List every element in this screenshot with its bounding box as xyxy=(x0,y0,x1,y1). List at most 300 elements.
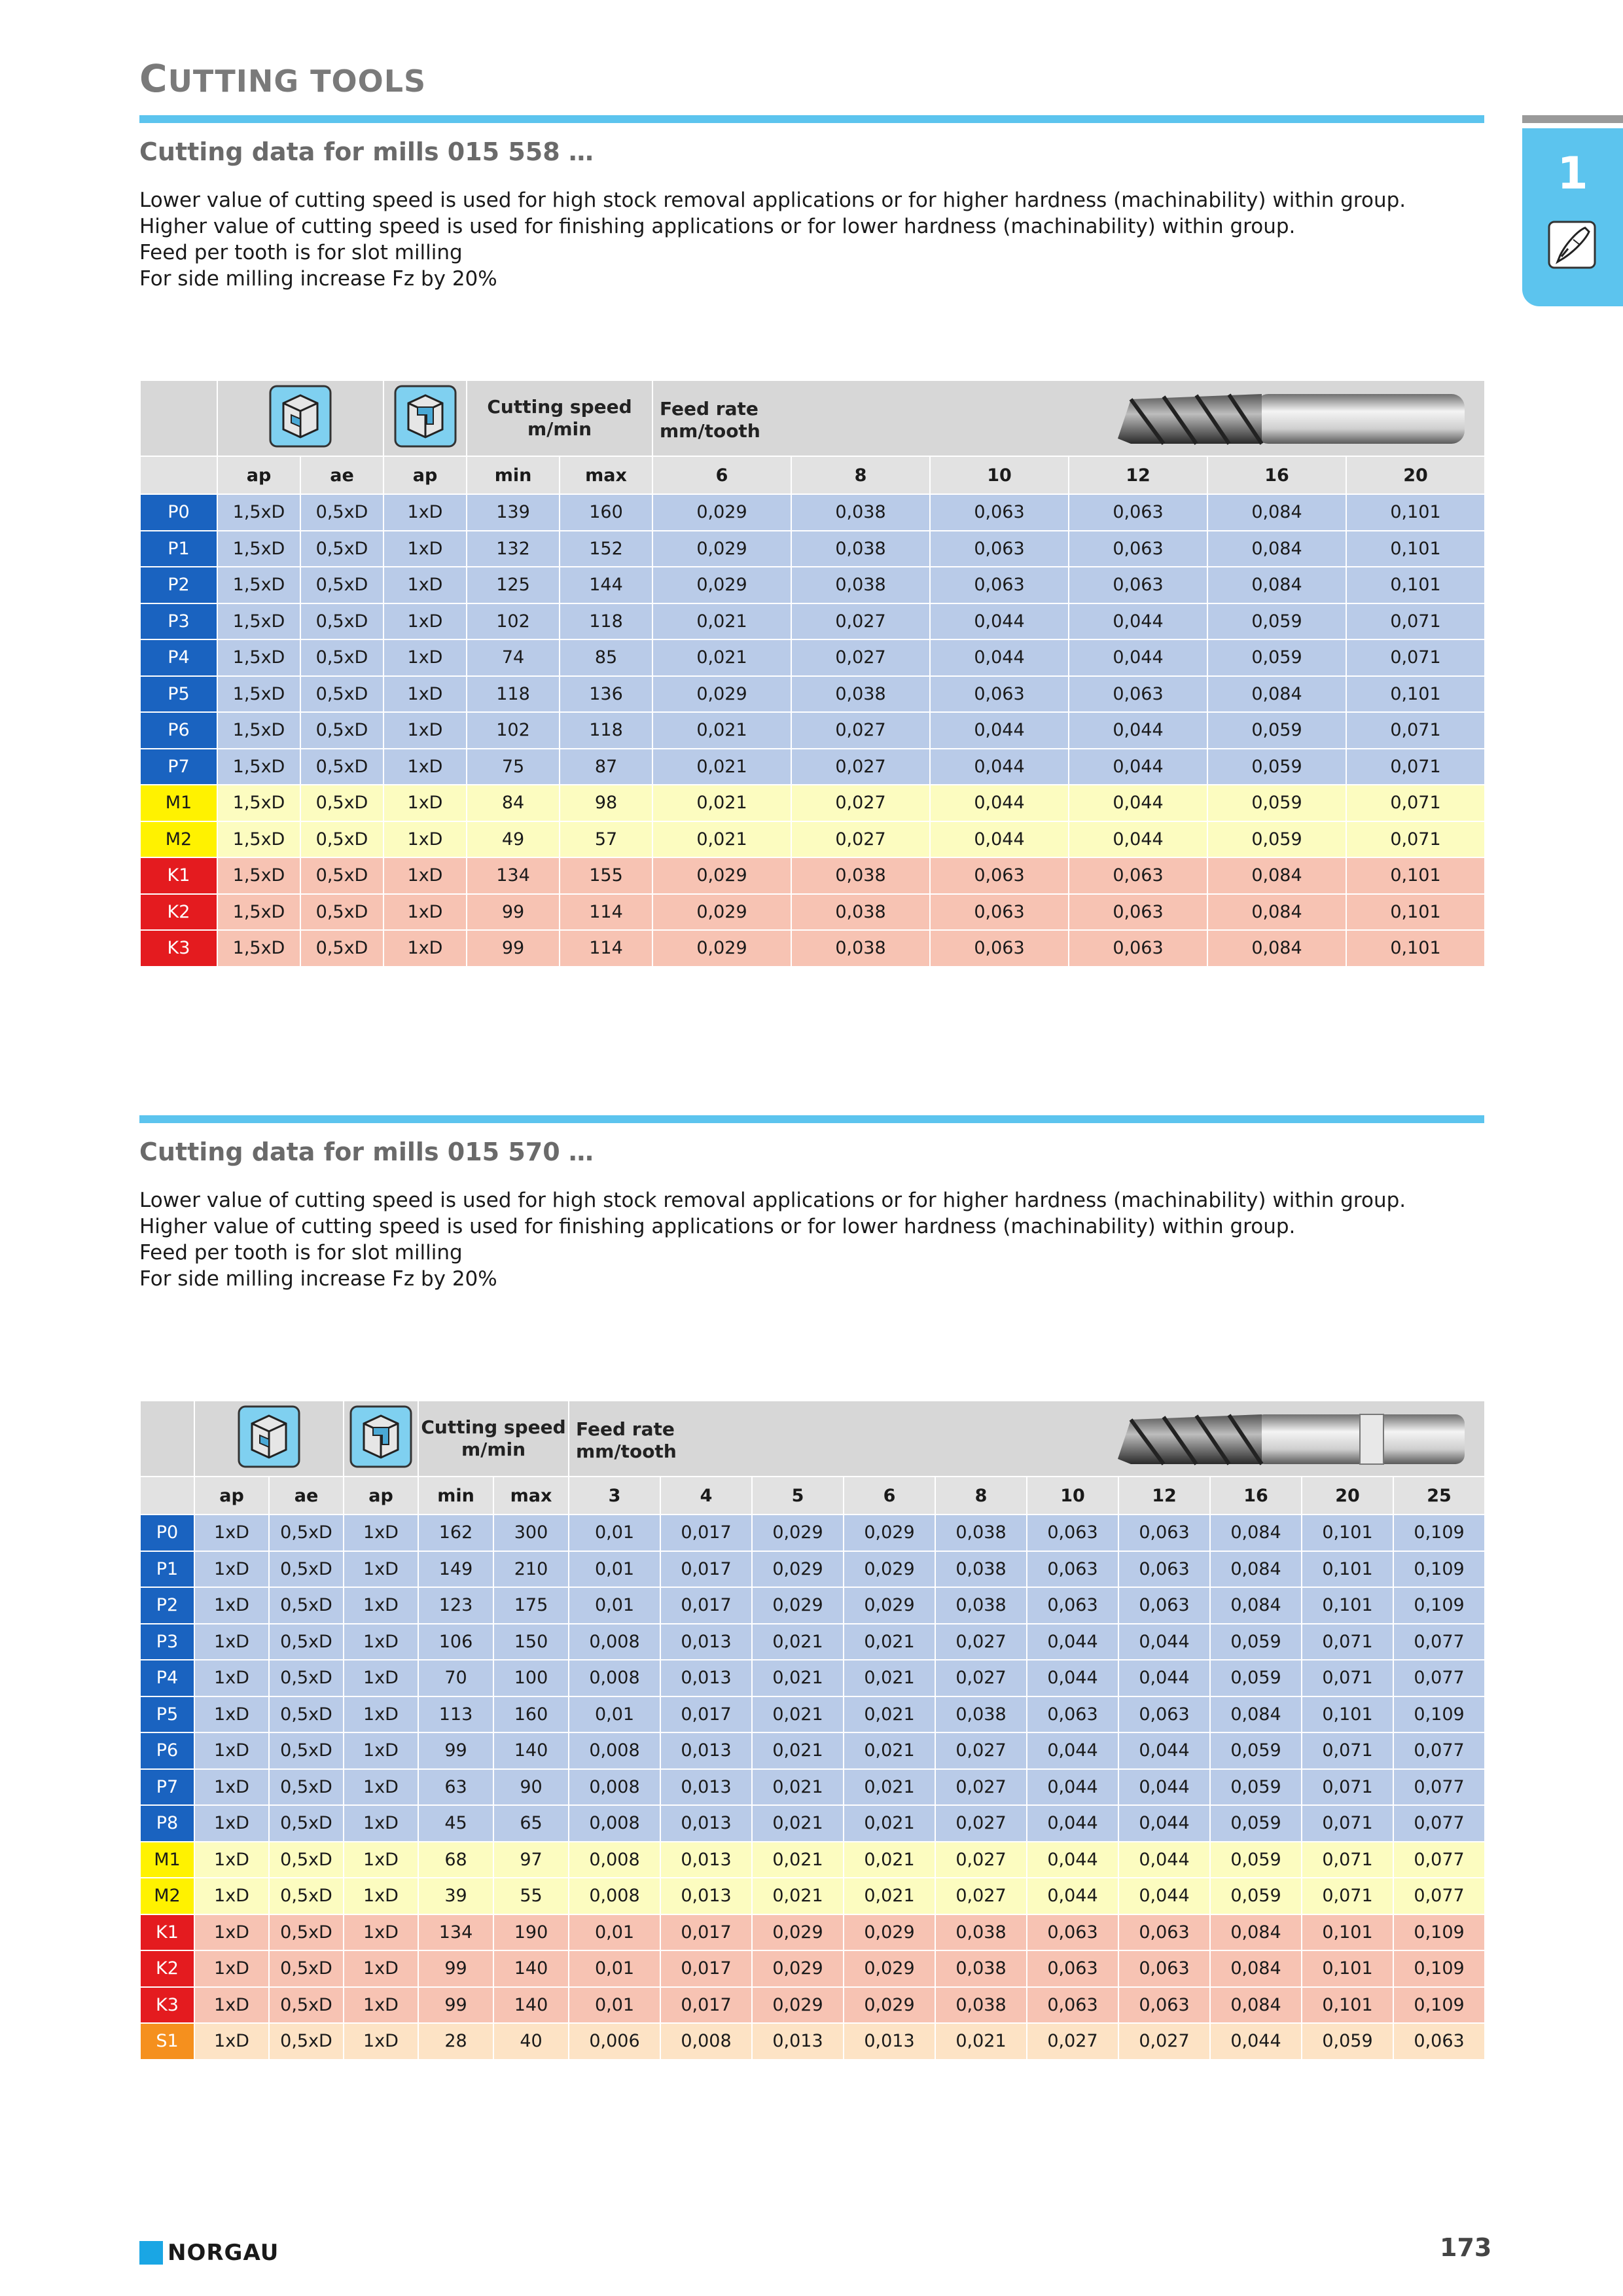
table-cell: 57 xyxy=(560,821,652,858)
table-cell: 0,013 xyxy=(660,1769,752,1806)
material-code: P2 xyxy=(140,1587,194,1624)
table-cell: 1xD xyxy=(194,1696,269,1733)
table-cell: 1,5xD xyxy=(217,567,300,603)
table-cell: 0,021 xyxy=(752,1624,844,1660)
table-cell: 0,01 xyxy=(569,1587,660,1624)
table-cell: 0,084 xyxy=(1210,1987,1302,2024)
column-header: 3 xyxy=(569,1477,660,1515)
chapter-tab xyxy=(1522,128,1623,306)
table-cell: 0,038 xyxy=(791,494,930,531)
table-cell: 1,5xD xyxy=(217,749,300,785)
table-cell: 0,044 xyxy=(1027,1878,1118,1914)
material-code: K1 xyxy=(140,1914,194,1951)
table-cell: 0,5xD xyxy=(300,494,383,531)
table-cell: 1xD xyxy=(344,1987,418,2024)
table-cell: 0,029 xyxy=(752,1587,844,1624)
table-cell: 0,059 xyxy=(1210,1660,1302,1696)
table-cell: 0,084 xyxy=(1207,494,1346,531)
table-cell: 0,027 xyxy=(791,821,930,858)
table-cell: 0,044 xyxy=(1210,2023,1302,2060)
table-cell: 0,029 xyxy=(844,1950,935,1987)
table-cell: 0,071 xyxy=(1302,1878,1393,1914)
table-cell: 0,021 xyxy=(652,712,791,749)
table-cell: 0,071 xyxy=(1302,1769,1393,1806)
table-row xyxy=(140,712,1485,749)
table-cell: 0,5xD xyxy=(300,894,383,931)
table-cell: 0,101 xyxy=(1346,857,1485,894)
table-cell: 0,063 xyxy=(1069,567,1207,603)
slot-milling-icon-cell xyxy=(217,380,383,456)
table-row xyxy=(140,1551,1485,1588)
table-cell: 0,109 xyxy=(1393,1587,1485,1624)
table-cell: 0,017 xyxy=(660,1551,752,1588)
table-cell: 0,063 xyxy=(1118,1696,1210,1733)
table-cell: 0,063 xyxy=(1069,857,1207,894)
table-cell: 0,038 xyxy=(935,1515,1027,1551)
table-cell: 118 xyxy=(560,603,652,640)
material-code: P2 xyxy=(140,567,217,603)
table-cell: 162 xyxy=(418,1515,493,1551)
table-cell: 0,101 xyxy=(1302,1987,1393,2024)
column-header: min xyxy=(418,1477,493,1515)
table-cell: 0,013 xyxy=(660,1842,752,1878)
table-cell: 0,044 xyxy=(1027,1660,1118,1696)
table-cell: 0,059 xyxy=(1210,1878,1302,1914)
table-cell: 0,063 xyxy=(1118,1950,1210,1987)
table-cell: 0,021 xyxy=(752,1769,844,1806)
table-cell: 0,029 xyxy=(652,857,791,894)
table-cell: 0,027 xyxy=(791,639,930,676)
table-cell: 0,008 xyxy=(569,1878,660,1914)
table-cell: 0,5xD xyxy=(269,1587,344,1624)
column-header: max xyxy=(560,456,652,494)
table2-header-row xyxy=(140,1401,1485,1477)
table-cell: 0,071 xyxy=(1302,1624,1393,1660)
table-cell: 132 xyxy=(467,531,560,567)
table-cell: 0,5xD xyxy=(269,1551,344,1588)
table-cell: 0,059 xyxy=(1207,821,1346,858)
table-cell: 0,059 xyxy=(1207,749,1346,785)
material-code: K2 xyxy=(140,1950,194,1987)
table-cell: 0,038 xyxy=(791,894,930,931)
table-cell: 0,013 xyxy=(660,1878,752,1914)
table-cell: 0,077 xyxy=(1393,1842,1485,1878)
table-row xyxy=(140,1587,1485,1624)
table-cell: 0,021 xyxy=(844,1732,935,1769)
column-header: min xyxy=(467,456,560,494)
table-cell: 99 xyxy=(418,1987,493,2024)
table-cell: 99 xyxy=(467,930,560,967)
table-cell: 0,021 xyxy=(752,1805,844,1842)
table-cell: 1,5xD xyxy=(217,531,300,567)
table-cell: 300 xyxy=(493,1515,569,1551)
table-cell: 0,017 xyxy=(660,1696,752,1733)
table-row xyxy=(140,894,1485,931)
table-cell: 0,038 xyxy=(791,930,930,967)
table-cell: 0,029 xyxy=(844,1515,935,1551)
table-row xyxy=(140,531,1485,567)
slot-milling-icon xyxy=(238,1405,300,1468)
table-cell: 1xD xyxy=(344,1551,418,1588)
table-row xyxy=(140,603,1485,640)
table-cell: 0,063 xyxy=(930,894,1069,931)
table-cell: 0,084 xyxy=(1210,1587,1302,1624)
material-code: P1 xyxy=(140,531,217,567)
side-milling-icon-cell xyxy=(344,1401,418,1477)
table-cell: 1xD xyxy=(194,1769,269,1806)
table-cell: 0,071 xyxy=(1346,785,1485,821)
table-cell: 1,5xD xyxy=(217,857,300,894)
table-cell: 0,044 xyxy=(1069,639,1207,676)
table-cell: 0,5xD xyxy=(269,1660,344,1696)
table-cell: 0,038 xyxy=(935,1950,1027,1987)
table-cell: 0,013 xyxy=(844,2023,935,2060)
table-cell: 0,013 xyxy=(660,1732,752,1769)
table-cell: 0,5xD xyxy=(300,749,383,785)
section2-title: Cutting data for mills 015 570 … xyxy=(139,1138,594,1166)
table-cell: 0,01 xyxy=(569,1914,660,1951)
section1-description: Lower value of cutting speed is used for high stock removal applications or for higher hardness (machinability) within group. Higher value of cutting speed is used for finishing applications or for lower hardness (machinability) within group. Feed per tooth is for slot milling For side milling increase Fz by 20% xyxy=(139,188,1406,291)
table-cell: 0,029 xyxy=(844,1551,935,1588)
material-code: P3 xyxy=(140,1624,194,1660)
table-cell: 0,063 xyxy=(1393,2023,1485,2060)
table-cell: 55 xyxy=(493,1878,569,1914)
table-cell: 1xD xyxy=(194,1842,269,1878)
table-cell: 0,044 xyxy=(1118,1624,1210,1660)
table-cell: 0,059 xyxy=(1302,2023,1393,2060)
slot-milling-icon-cell xyxy=(194,1401,344,1477)
table-cell: 0,5xD xyxy=(300,857,383,894)
material-code: P5 xyxy=(140,676,217,713)
table-cell: 90 xyxy=(493,1769,569,1806)
table-row xyxy=(140,1660,1485,1696)
side-milling-icon xyxy=(349,1405,412,1468)
column-header: ae xyxy=(300,456,383,494)
table-row xyxy=(140,1878,1485,1914)
table-cell: 0,008 xyxy=(569,1805,660,1842)
table-cell: 114 xyxy=(560,894,652,931)
table-cell: 1xD xyxy=(344,1624,418,1660)
column-header: ap xyxy=(194,1477,269,1515)
table-cell: 0,059 xyxy=(1207,603,1346,640)
table-cell: 1xD xyxy=(344,1842,418,1878)
table-cell: 1,5xD xyxy=(217,785,300,821)
column-header: 4 xyxy=(660,1477,752,1515)
table-cell: 0,027 xyxy=(935,1805,1027,1842)
feed-header: Feed rate mm/tooth xyxy=(652,380,1485,456)
table-cell: 0,071 xyxy=(1346,821,1485,858)
table-cell: 0,01 xyxy=(569,1551,660,1588)
column-header: 8 xyxy=(935,1477,1027,1515)
material-code: P5 xyxy=(140,1696,194,1733)
table-cell: 97 xyxy=(493,1842,569,1878)
column-header: 20 xyxy=(1346,456,1485,494)
table-cell: 0,084 xyxy=(1210,1950,1302,1987)
table-cell: 1,5xD xyxy=(217,712,300,749)
table-cell: 150 xyxy=(493,1624,569,1660)
section2-description: Lower value of cutting speed is used for high stock removal applications or for higher hardness (machinability) within group. Higher value of cutting speed is used for finishing applications or for lower hardness (machinability) within group. Feed per tooth is for slot milling For side milling increase Fz by 20% xyxy=(139,1189,1406,1291)
table-cell: 140 xyxy=(493,1987,569,2024)
table-cell: 0,044 xyxy=(930,639,1069,676)
table-cell: 0,059 xyxy=(1207,712,1346,749)
table-cell: 0,01 xyxy=(569,1950,660,1987)
material-code: M1 xyxy=(140,1842,194,1878)
table-cell: 0,044 xyxy=(930,603,1069,640)
table-cell: 85 xyxy=(560,639,652,676)
table-cell: 0,101 xyxy=(1346,567,1485,603)
table-cell: 0,063 xyxy=(1027,1914,1118,1951)
table-cell: 1xD xyxy=(383,676,467,713)
table-cell: 123 xyxy=(418,1587,493,1624)
table-cell: 140 xyxy=(493,1732,569,1769)
material-code: P7 xyxy=(140,749,217,785)
table-cell: 0,071 xyxy=(1346,749,1485,785)
table-cell: 0,044 xyxy=(1118,1660,1210,1696)
table-cell: 0,063 xyxy=(930,930,1069,967)
table-cell: 0,063 xyxy=(1069,894,1207,931)
table-cell: 125 xyxy=(467,567,560,603)
table-cell: 0,5xD xyxy=(300,639,383,676)
material-code: K3 xyxy=(140,930,217,967)
table-cell: 1xD xyxy=(344,1732,418,1769)
table-cell: 0,063 xyxy=(1027,1987,1118,2024)
table1-header-row xyxy=(140,380,1485,456)
table-cell: 0,5xD xyxy=(300,567,383,603)
table-cell: 0,5xD xyxy=(300,531,383,567)
column-header: 6 xyxy=(844,1477,935,1515)
table-cell: 0,101 xyxy=(1346,494,1485,531)
table-cell: 0,101 xyxy=(1302,1551,1393,1588)
table-cell: 0,063 xyxy=(930,531,1069,567)
table-cell: 0,021 xyxy=(752,1732,844,1769)
material-code: S1 xyxy=(140,2023,194,2060)
table-cell: 1,5xD xyxy=(217,494,300,531)
table-cell: 1xD xyxy=(194,1660,269,1696)
table-cell: 1xD xyxy=(383,749,467,785)
table-cell: 0,013 xyxy=(660,1624,752,1660)
table-cell: 0,5xD xyxy=(300,712,383,749)
table-cell: 1xD xyxy=(383,494,467,531)
brand-logo: NORGAU xyxy=(168,2240,279,2266)
material-code: K1 xyxy=(140,857,217,894)
table-cell: 0,027 xyxy=(791,712,930,749)
table-cell: 136 xyxy=(560,676,652,713)
table-cell: 0,027 xyxy=(935,1624,1027,1660)
table-cell: 0,101 xyxy=(1302,1515,1393,1551)
table-cell: 0,021 xyxy=(844,1769,935,1806)
page-title: CUTTING TOOLS xyxy=(139,56,427,101)
material-code: P6 xyxy=(140,712,217,749)
table-cell: 0,5xD xyxy=(269,2023,344,2060)
table-cell: 1xD xyxy=(194,1587,269,1624)
table-cell: 0,038 xyxy=(791,857,930,894)
table-cell: 0,084 xyxy=(1207,531,1346,567)
table-cell: 1xD xyxy=(383,603,467,640)
table-row xyxy=(140,1914,1485,1951)
table-cell: 0,044 xyxy=(1118,1805,1210,1842)
table-cell: 0,5xD xyxy=(269,1878,344,1914)
table-cell: 0,084 xyxy=(1210,1696,1302,1733)
table-cell: 87 xyxy=(560,749,652,785)
table-cell: 65 xyxy=(493,1805,569,1842)
table-cell: 0,008 xyxy=(569,1769,660,1806)
table-cell: 210 xyxy=(493,1551,569,1588)
table-cell: 1xD xyxy=(383,639,467,676)
table-row xyxy=(140,1624,1485,1660)
table-cell: 0,109 xyxy=(1393,1515,1485,1551)
column-header: 16 xyxy=(1210,1477,1302,1515)
table-cell: 1xD xyxy=(344,1515,418,1551)
side-milling-icon-cell xyxy=(383,380,467,456)
material-code: P0 xyxy=(140,494,217,531)
column-header: max xyxy=(493,1477,569,1515)
table-row xyxy=(140,2023,1485,2060)
table-cell: 1,5xD xyxy=(217,894,300,931)
table-cell: 0,5xD xyxy=(269,1732,344,1769)
table-cell: 0,084 xyxy=(1207,567,1346,603)
table-row xyxy=(140,639,1485,676)
table-cell: 0,044 xyxy=(1027,1805,1118,1842)
table-cell: 1xD xyxy=(194,1914,269,1951)
table-cell: 0,044 xyxy=(930,821,1069,858)
table-cell: 1xD xyxy=(383,857,467,894)
table-cell: 0,044 xyxy=(1118,1769,1210,1806)
table-cell: 0,021 xyxy=(652,639,791,676)
column-header: 8 xyxy=(791,456,930,494)
table-cell: 0,059 xyxy=(1207,639,1346,676)
side-milling-icon xyxy=(394,385,457,448)
table-cell: 1xD xyxy=(344,1696,418,1733)
table-cell: 0,109 xyxy=(1393,1987,1485,2024)
table-cell: 84 xyxy=(467,785,560,821)
table-cell: 0,021 xyxy=(752,1878,844,1914)
table-cell: 1xD xyxy=(344,1878,418,1914)
table-row xyxy=(140,857,1485,894)
column-header: ap xyxy=(344,1477,418,1515)
speed-header: Cutting speed m/min xyxy=(418,1401,569,1477)
table-cell: 139 xyxy=(467,494,560,531)
table-cell: 106 xyxy=(418,1624,493,1660)
table-cell: 0,027 xyxy=(935,1878,1027,1914)
table-cell: 0,044 xyxy=(1069,603,1207,640)
table-cell: 1,5xD xyxy=(217,603,300,640)
table-cell: 160 xyxy=(493,1696,569,1733)
table-cell: 113 xyxy=(418,1696,493,1733)
table-cell: 0,084 xyxy=(1207,676,1346,713)
table-cell: 1xD xyxy=(344,1805,418,1842)
table-row xyxy=(140,1805,1485,1842)
table-cell: 0,027 xyxy=(1118,2023,1210,2060)
table-cell: 1xD xyxy=(194,1878,269,1914)
table-cell: 0,008 xyxy=(569,1624,660,1660)
table-cell: 0,029 xyxy=(752,1987,844,2024)
table-cell: 0,044 xyxy=(1027,1732,1118,1769)
table-cell: 0,077 xyxy=(1393,1805,1485,1842)
table-cell: 0,038 xyxy=(935,1551,1027,1588)
table-cell: 0,5xD xyxy=(300,603,383,640)
table-cell: 0,027 xyxy=(935,1769,1027,1806)
table-cell: 1xD xyxy=(383,567,467,603)
table-cell: 1xD xyxy=(383,821,467,858)
cutting-data-table-1 xyxy=(139,380,1486,967)
table-cell: 0,017 xyxy=(660,1515,752,1551)
table-cell: 0,044 xyxy=(1069,785,1207,821)
table-cell: 0,027 xyxy=(791,603,930,640)
column-header: 25 xyxy=(1393,1477,1485,1515)
table-cell: 1xD xyxy=(194,1950,269,1987)
table-cell: 1xD xyxy=(344,1587,418,1624)
table-row xyxy=(140,1769,1485,1806)
table-cell: 0,044 xyxy=(1118,1878,1210,1914)
table-cell: 0,5xD xyxy=(300,676,383,713)
material-code: M2 xyxy=(140,1878,194,1914)
table-cell: 0,063 xyxy=(1027,1551,1118,1588)
table-cell: 0,008 xyxy=(569,1842,660,1878)
table-cell: 0,038 xyxy=(935,1696,1027,1733)
table-cell: 0,01 xyxy=(569,1515,660,1551)
table-cell: 0,006 xyxy=(569,2023,660,2060)
slot-milling-icon xyxy=(269,385,332,448)
material-code: M2 xyxy=(140,821,217,858)
table-cell: 0,5xD xyxy=(269,1769,344,1806)
table-cell: 98 xyxy=(560,785,652,821)
table-cell: 0,013 xyxy=(752,2023,844,2060)
cutting-data-table-2 xyxy=(139,1400,1486,2060)
table-cell: 190 xyxy=(493,1914,569,1951)
table-row xyxy=(140,1732,1485,1769)
table-row xyxy=(140,676,1485,713)
table-cell: 1xD xyxy=(383,930,467,967)
table-cell: 1,5xD xyxy=(217,639,300,676)
table-cell: 0,059 xyxy=(1210,1805,1302,1842)
material-code: P4 xyxy=(140,1660,194,1696)
table-cell: 0,063 xyxy=(930,676,1069,713)
table-cell: 99 xyxy=(418,1950,493,1987)
table-cell: 144 xyxy=(560,567,652,603)
table-cell: 0,063 xyxy=(1027,1696,1118,1733)
column-header: 12 xyxy=(1069,456,1207,494)
table-cell: 0,063 xyxy=(1069,531,1207,567)
table-cell: 1xD xyxy=(194,1624,269,1660)
material-code: P1 xyxy=(140,1551,194,1588)
table-cell: 0,027 xyxy=(935,1732,1027,1769)
table-cell: 0,101 xyxy=(1346,676,1485,713)
table-cell: 0,029 xyxy=(652,930,791,967)
table-cell: 1xD xyxy=(344,1914,418,1951)
table-cell: 0,044 xyxy=(1069,821,1207,858)
end-mill-illustration xyxy=(1105,1407,1471,1472)
table-cell: 0,017 xyxy=(660,1914,752,1951)
end-mill-illustration xyxy=(1105,386,1471,452)
table-cell: 0,063 xyxy=(930,857,1069,894)
table-cell: 0,027 xyxy=(1027,2023,1118,2060)
table-cell: 0,044 xyxy=(1027,1624,1118,1660)
table-cell: 28 xyxy=(418,2023,493,2060)
table-row xyxy=(140,1842,1485,1878)
table-cell: 0,013 xyxy=(660,1805,752,1842)
table-cell: 0,021 xyxy=(652,603,791,640)
table-row xyxy=(140,749,1485,785)
table-cell: 0,013 xyxy=(660,1660,752,1696)
material-code: K3 xyxy=(140,1987,194,2024)
table-cell: 0,029 xyxy=(752,1515,844,1551)
table-cell: 0,077 xyxy=(1393,1878,1485,1914)
table-cell: 0,101 xyxy=(1302,1696,1393,1733)
top-rule xyxy=(139,115,1484,123)
table-cell: 0,044 xyxy=(930,749,1069,785)
table-cell: 0,029 xyxy=(652,494,791,531)
table-cell: 0,029 xyxy=(844,1914,935,1951)
